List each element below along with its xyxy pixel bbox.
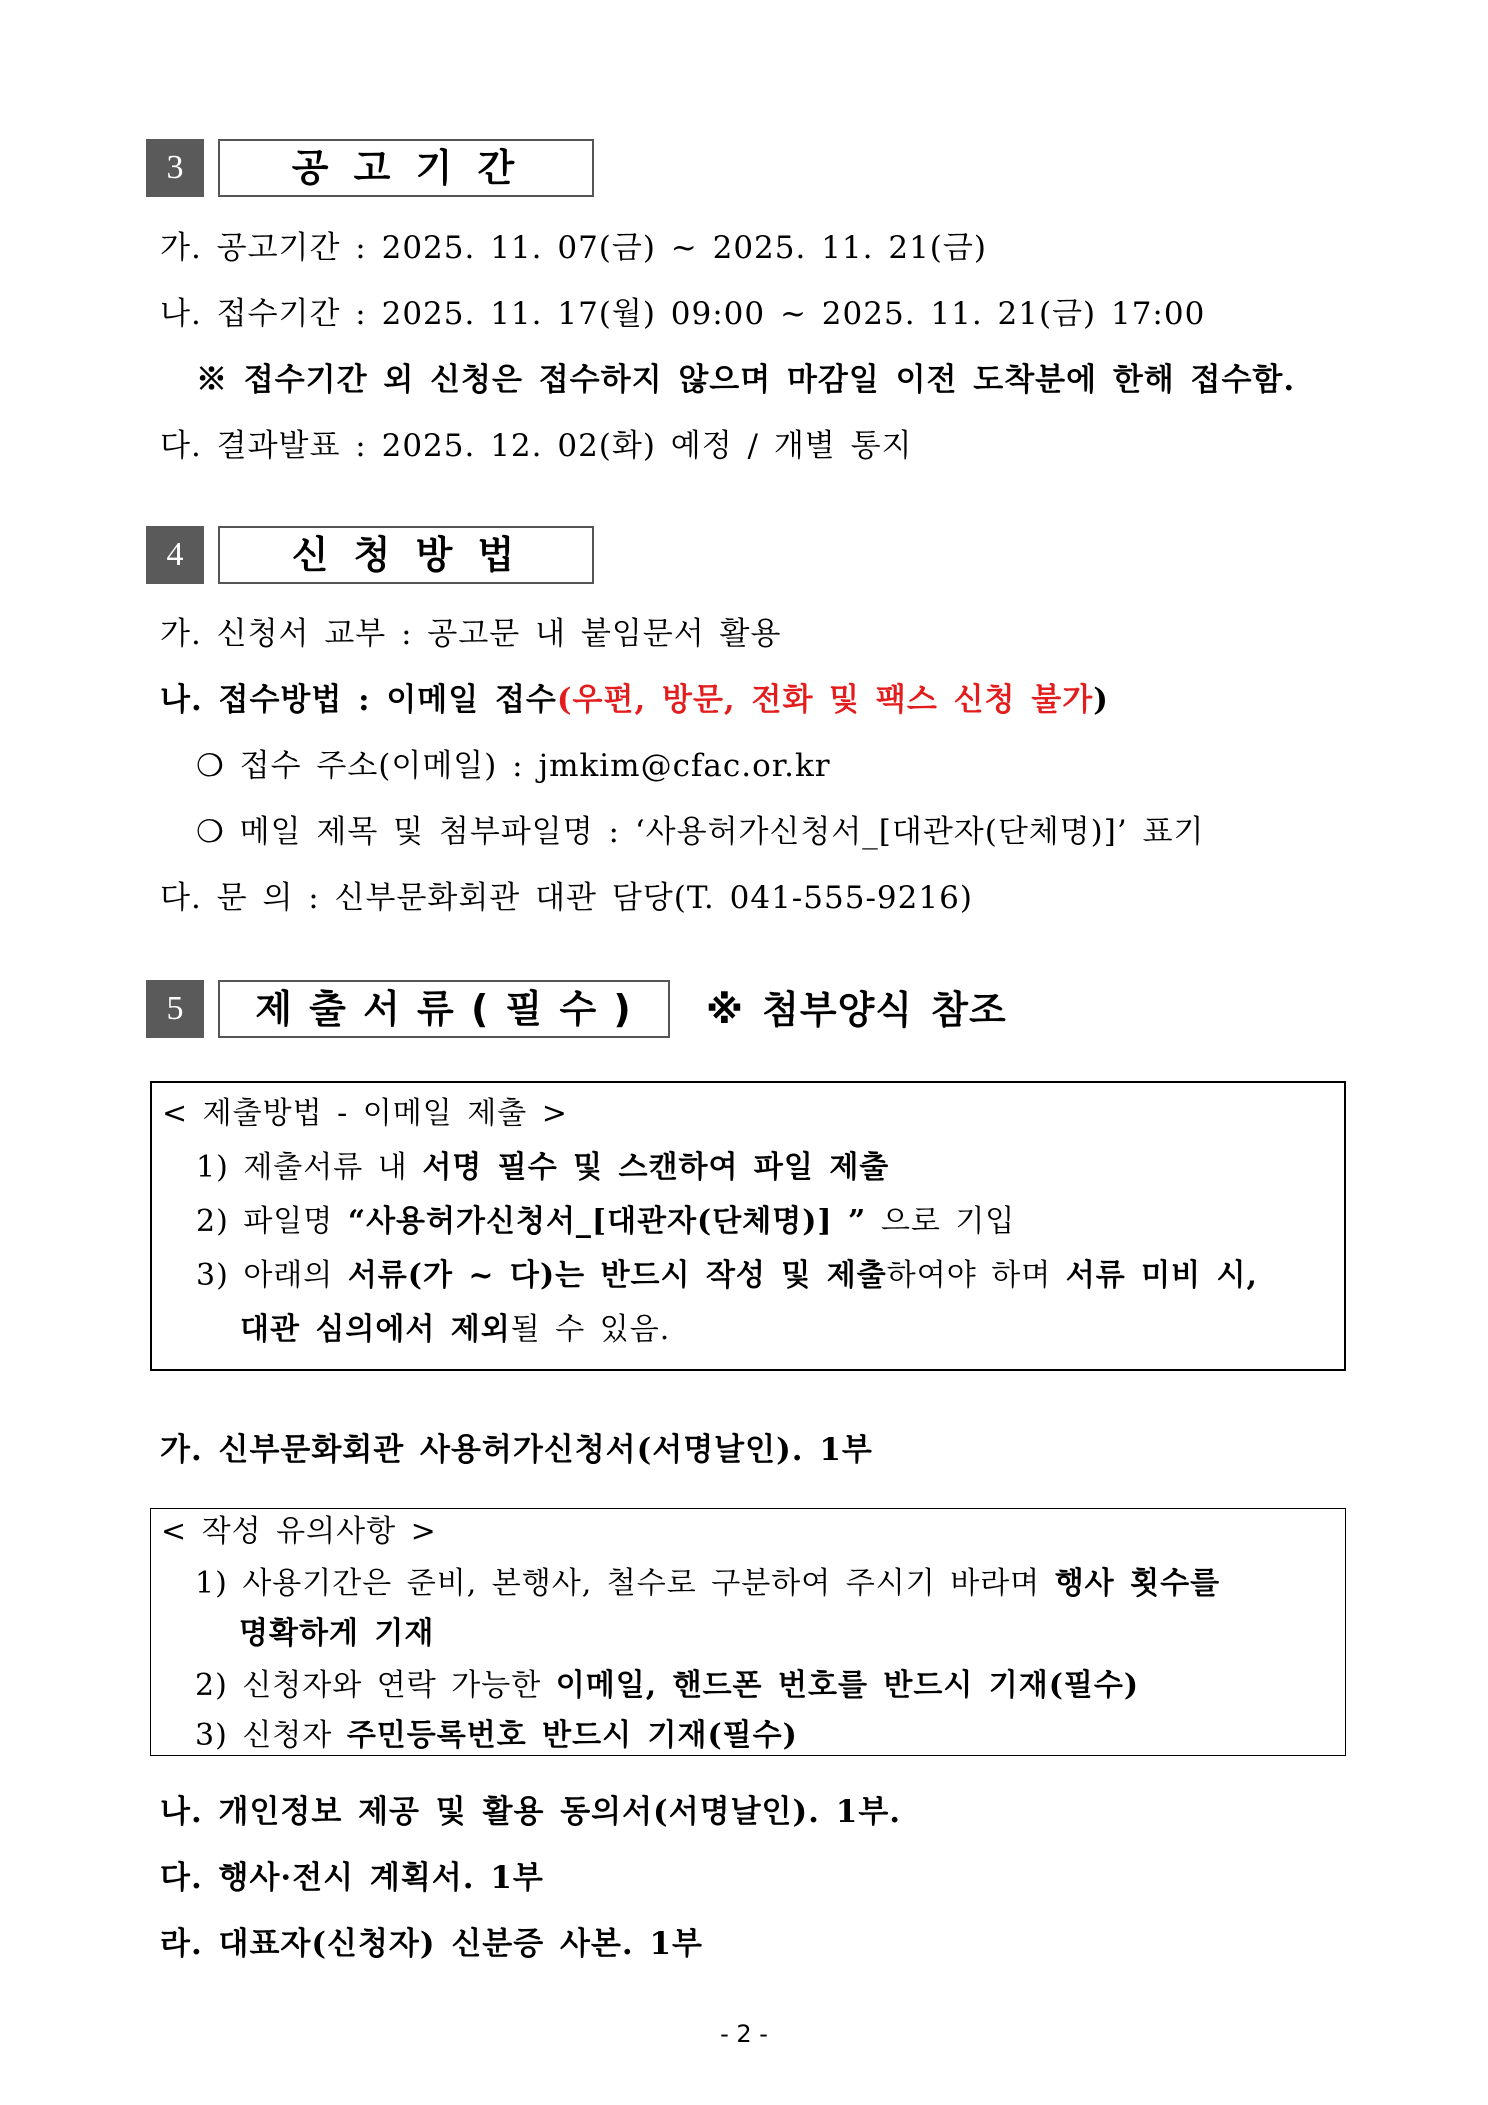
result-announcement: 다. 결과발표 : 2025. 12. 02(화) 예정 / 개별 통지 (160, 428, 913, 464)
submission-rule-2-post: 으로 기입 (866, 1204, 1016, 1239)
section-3-number: 3 (146, 139, 204, 197)
mail-subject-rule: ❍ 메일 제목 및 첨부파일명 : ‘사용허가신청서_[대관자(단체명)]’ 표기 (196, 814, 1205, 850)
submission-rule-3 (196, 1257, 1258, 1295)
submission-rule-2 (196, 1203, 1015, 1241)
section-5-number: 5 (146, 980, 204, 1038)
submission-rule-1-bold: 서명 필수 및 스캔하여 파일 제출 (422, 1150, 890, 1185)
submission-rule-3-cont-text: 될 수 있음. (510, 1312, 671, 1347)
reception-email: ❍ 접수 주소(이메일) : jmkim@cfac.or.kr (196, 748, 831, 784)
submission-method-box (150, 1081, 1346, 1371)
submission-rule-2-bold: “사용허가신청서_[대관자(단체명)] ” (347, 1204, 867, 1239)
writing-note-1-text: 1) 사용기간은 준비, 본행사, 철수로 구분하여 주시기 바라며 (195, 1566, 1055, 1601)
submission-method-heading: < 제출방법 - 이메일 제출 > (162, 1096, 568, 1131)
writing-note-1-bold: 행사 횟수를 (1054, 1566, 1221, 1601)
doc-event-plan: 다. 행사·전시 계획서. 1부 (160, 1860, 544, 1896)
attachment-reference: ※ 첨부양식 참조 (706, 988, 1007, 1032)
submission-rule-3-bold2: 서류 미비 시, (1065, 1258, 1258, 1293)
submission-rule-3-text: 3) 아래의 (196, 1258, 348, 1293)
writing-note-3-bold: 주민등록번호 반드시 기재(필수) (346, 1718, 798, 1753)
submission-rule-2-text: 2) 파일명 (196, 1204, 348, 1239)
writing-note-2-text: 2) 신청자와 연락 가능한 (195, 1668, 556, 1703)
section-4-title: 신 청 방 법 (218, 526, 594, 584)
submission-rule-3-bold: 서류(가 ~ 다)는 반드시 작성 및 제출 (347, 1258, 887, 1293)
submission-rule-3-mid: 하여야 하며 (886, 1258, 1066, 1293)
reception-method-paren-open: ( (556, 682, 573, 718)
writing-note-3 (195, 1717, 798, 1755)
submission-rule-3-cont-bold: 대관 심의에서 제외 (240, 1312, 511, 1347)
writing-note-1 (195, 1565, 1220, 1603)
writing-note-1-cont-bold: 명확하게 기재 (239, 1616, 435, 1651)
reception-method (160, 680, 1109, 720)
writing-note-2 (195, 1667, 1139, 1705)
reception-method-main: 접수방법 : 이메일 접수 (218, 682, 557, 718)
reception-method-paren-close: ) (1093, 682, 1109, 718)
section-5-title: 제 출 서 류 ( 필 수 ) (218, 980, 670, 1038)
page-number: - 2 - (720, 2020, 768, 2048)
writing-note-1-cont (239, 1615, 434, 1653)
inquiry-contact: 다. 문 의 : 신부문화회관 대관 담당(T. 041-555-9216) (160, 880, 973, 916)
reception-method-warning: 우편, 방문, 전화 및 팩스 신청 불가 (572, 682, 1094, 718)
application-form-distribution: 가. 신청서 교부 : 공고문 내 붙임문서 활용 (160, 616, 782, 652)
submission-rule-3-cont (240, 1311, 670, 1349)
reception-note: ※ 접수기간 외 신청은 접수하지 않으며 마감일 이전 도착분에 한해 접수함. (196, 362, 1296, 398)
submission-rule-1-text: 1) 제출서류 내 (196, 1150, 423, 1185)
writing-note-3-text: 3) 신청자 (195, 1718, 347, 1753)
notice-period: 가. 공고기간 : 2025. 11. 07(금) ~ 2025. 11. 21(금) (160, 230, 987, 266)
writing-note-2-bold: 이메일, 핸드폰 번호를 반드시 기재(필수) (555, 1668, 1140, 1703)
section-4-number: 4 (146, 526, 204, 584)
reception-method-prefix: 나. (160, 682, 219, 718)
writing-notes-box (150, 1508, 1346, 1756)
reception-period: 나. 접수기간 : 2025. 11. 17(월) 09:00 ~ 2025. 11. 21(금) 17:00 (160, 296, 1206, 332)
doc-id-copy: 라. 대표자(신청자) 신분증 사본. 1부 (160, 1926, 703, 1962)
doc-privacy-consent: 나. 개인정보 제공 및 활용 동의서(서명날인). 1부. (160, 1794, 902, 1830)
doc-application-form: 가. 신부문화회관 사용허가신청서(서명날인). 1부 (160, 1432, 873, 1468)
writing-notes-heading: < 작성 유의사항 > (161, 1514, 437, 1549)
submission-rule-1 (196, 1149, 889, 1187)
section-3-title: 공 고 기 간 (218, 139, 594, 197)
